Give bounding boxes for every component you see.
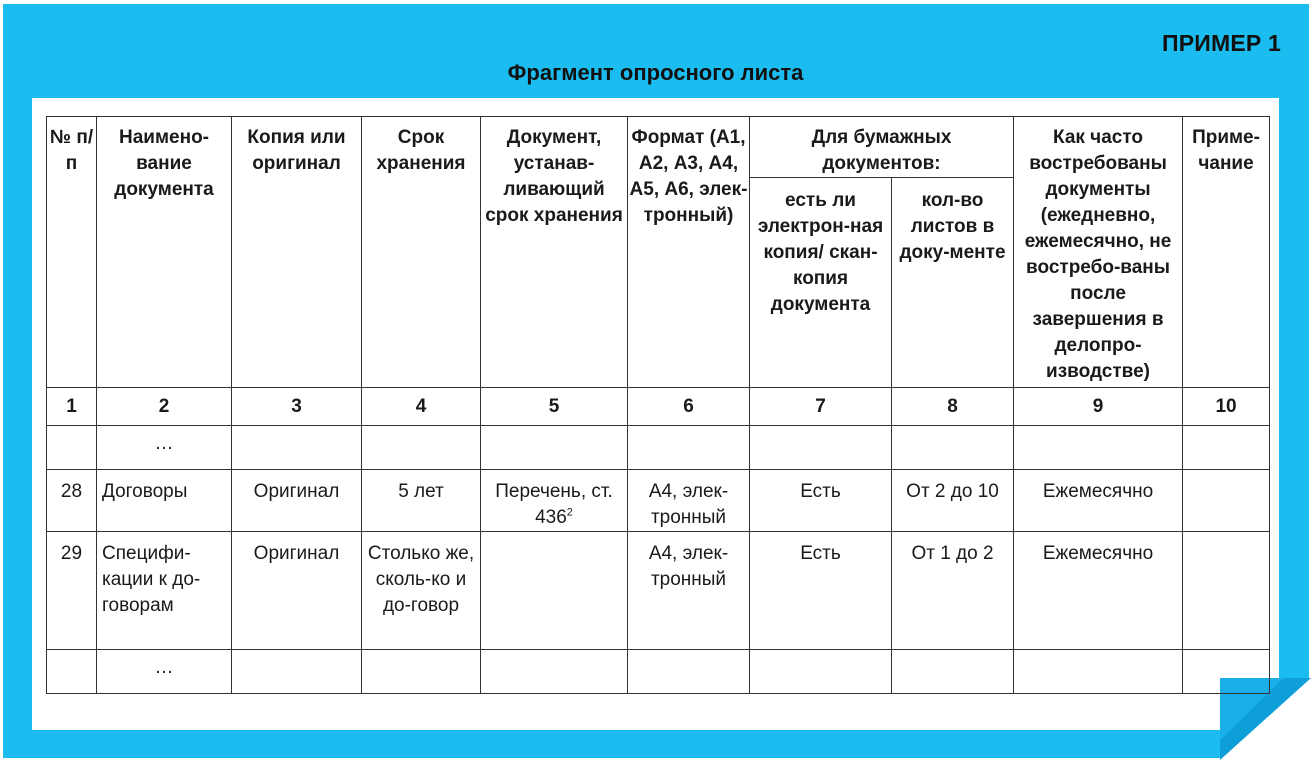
format: А4, элек-тронный (628, 470, 750, 532)
header-number: № п/п (47, 117, 97, 388)
row-number: 28 (47, 470, 97, 532)
note (1183, 470, 1270, 532)
header-retention-document: Документ, устанав-ливающий срок хранения (481, 117, 628, 388)
header-retention-period: Срок хранения (362, 117, 481, 388)
electronic-copy: Есть (750, 532, 892, 650)
header-document-name: Наимено-вание документа (97, 117, 232, 388)
ellipsis-row (47, 650, 1270, 694)
column-number: 7 (750, 388, 892, 426)
column-number: 9 (1014, 388, 1183, 426)
ellipsis-row (47, 426, 1270, 470)
retention-period: 5 лет (362, 470, 481, 532)
header-copy-or-original: Копия или оригинал (232, 117, 362, 388)
example-label: ПРИМЕР 1 (1161, 30, 1281, 56)
ellipsis: … (97, 426, 232, 470)
column-number: 5 (481, 388, 628, 426)
page-title: Фрагмент опросного листа (507, 60, 804, 85)
copy-or-original: Оригинал (232, 532, 362, 650)
footnote-mark: 2 (566, 506, 573, 519)
column-number: 8 (892, 388, 1014, 426)
sheet-count: От 2 до 10 (892, 470, 1014, 532)
format: А4, элек-тронный (628, 532, 750, 650)
retention-document: Перечень, ст. $436^2$ (481, 470, 628, 532)
table-row (47, 532, 1270, 650)
header-sheet-count: кол-во листов в доку-менте (892, 178, 1014, 388)
document-name: Специфи-кации к до-говорам (97, 532, 232, 650)
column-number: 6 (628, 388, 750, 426)
frequency: Ежемесячно (1014, 532, 1183, 650)
column-number: 1 (47, 388, 97, 426)
retention-document (481, 532, 628, 650)
column-number: 4 (362, 388, 481, 426)
table-row (47, 470, 1270, 532)
header-electronic-copy: есть ли электрон-ная копия/ скан-копия документа (750, 178, 892, 388)
copy-or-original: Оригинал (232, 470, 362, 532)
column-number: 10 (1183, 388, 1270, 426)
column-number: 3 (232, 388, 362, 426)
row-number: 29 (47, 532, 97, 650)
retention-period: Столько же, сколь-ко и до-говор (362, 532, 481, 650)
questionnaire-table (46, 116, 1270, 694)
header-frequency: Как часто востребованы документы (ежедневно, ежемесячно, не востребо-ваны после завершения в делопро-изводстве) (1014, 117, 1183, 388)
column-numbers-row (47, 388, 1270, 426)
frequency: Ежемесячно (1014, 470, 1183, 532)
header-paper-documents-group: Для бумажных документов: (750, 117, 1014, 178)
document-name: Договоры (97, 470, 232, 532)
electronic-copy: Есть (750, 470, 892, 532)
header-format: Формат (А1, А2, А3, А4, А5, А6, элек-тронный) (628, 117, 750, 388)
column-number: 2 (97, 388, 232, 426)
note (1183, 532, 1270, 650)
header-note: Приме-чание (1183, 117, 1270, 388)
ellipsis: … (97, 650, 232, 694)
sheet-count: От 1 до 2 (892, 532, 1014, 650)
